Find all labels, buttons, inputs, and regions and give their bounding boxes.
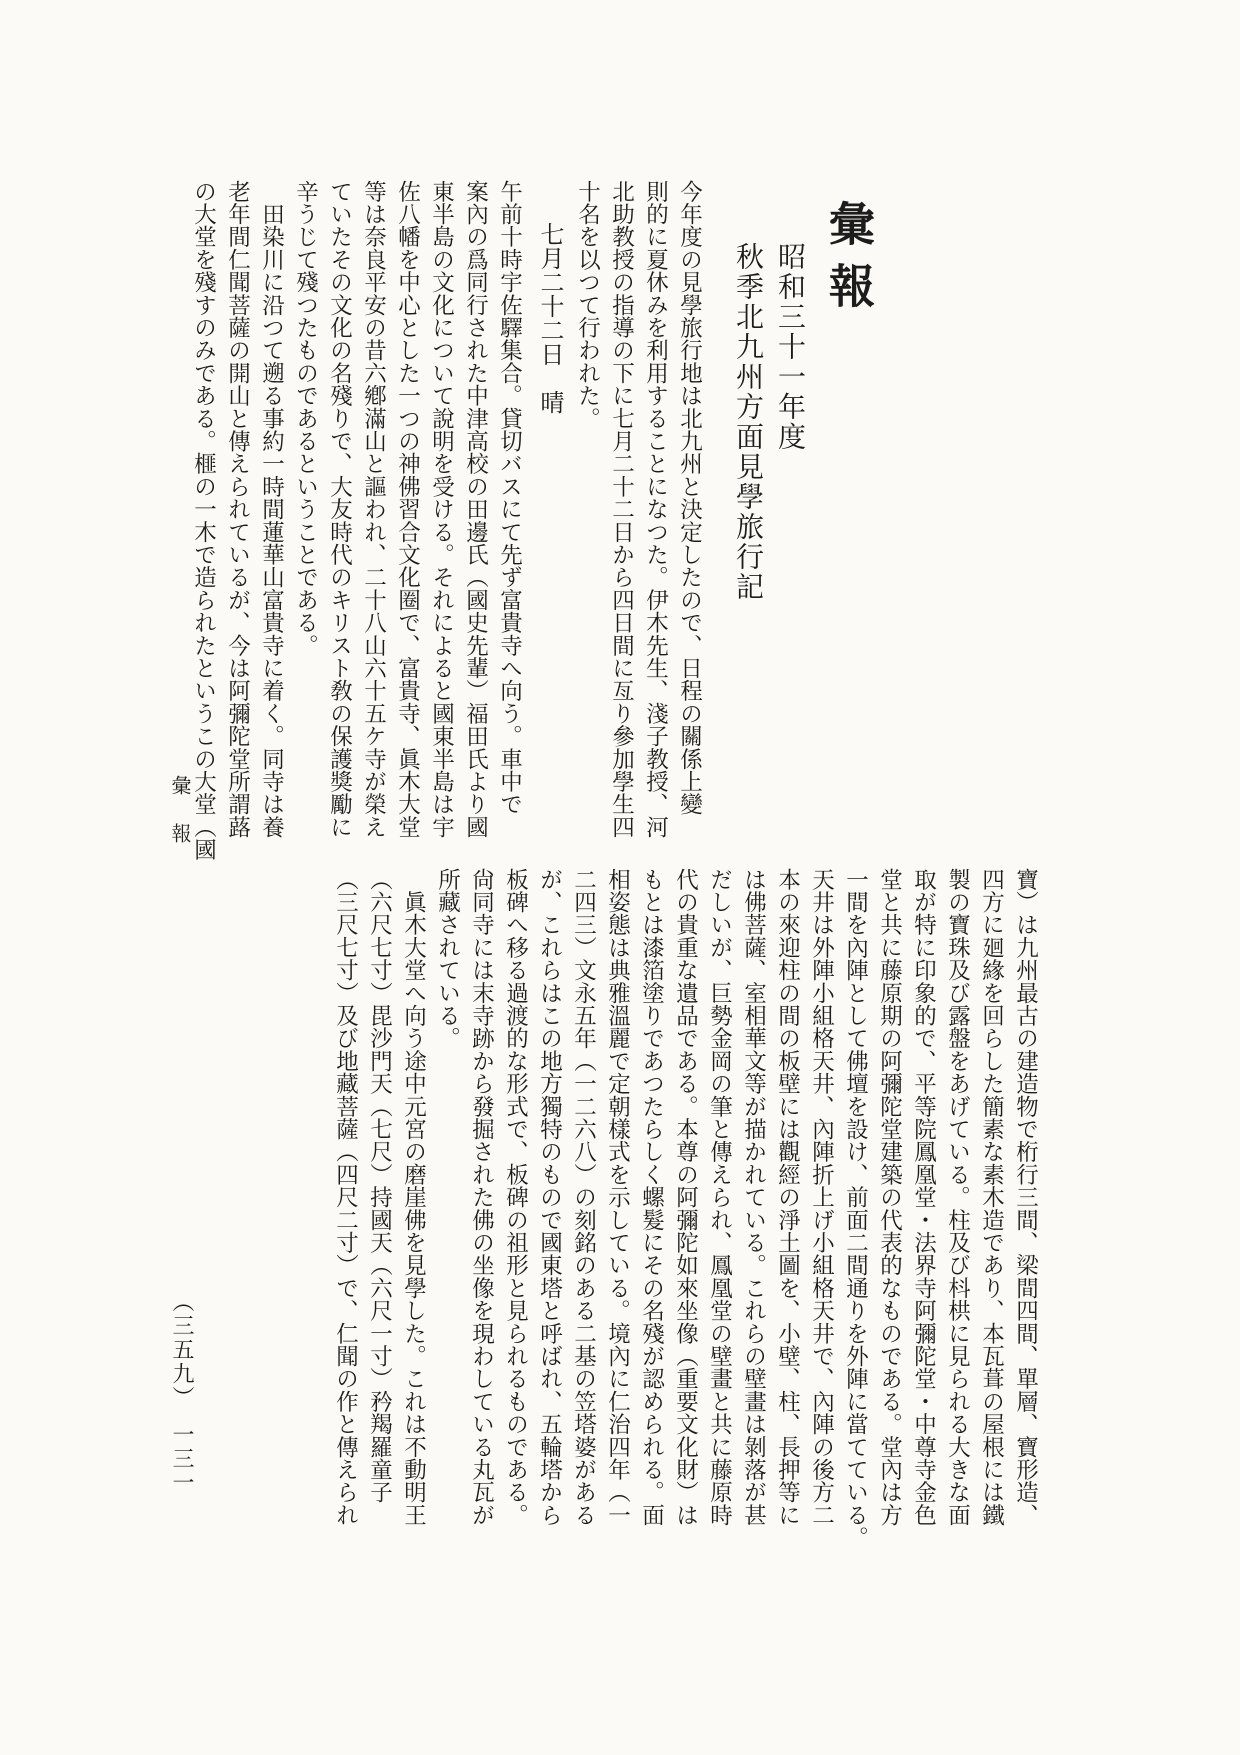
text-column: 本の來迎柱の間の板壁には觀經の淨土圖を、小壁、柱、長押等に (774, 868, 801, 1527)
text-column: 午前十時宇佐驛集合。貸切バスにて先ず富貴寺へ向う。車中で (496, 180, 523, 816)
running-head: 彙報 (168, 775, 192, 871)
section-title: 彙報 (822, 200, 876, 324)
text-column: 今年度の見學旅行地は北九州と決定したので、日程の關係上變 (676, 180, 703, 816)
text-column: が、これらはこの地方獨特のもので國東塔と呼ばれ、五輪塔から (536, 868, 563, 1527)
text-column: 天井は外陣小組格天井、內陣折上げ小組格天井で、內陣の後方二 (808, 868, 835, 1527)
text-column: 代の貴重な遺品である。本尊の阿彌陀如來坐像（重要文化財）は (672, 868, 699, 1527)
text-column: （六尺七寸）毘沙門天（七尺）持國天（六尺一寸）矜羯羅童子 (366, 868, 393, 1504)
text-column: 等は奈良平安の昔六鄕滿山と謳われ、二十八山六十五ケ寺が榮え (360, 180, 387, 839)
text-column: 佐八幡を中心とした一つの神佛習合文化圈で、富貴寺、眞木大堂 (394, 180, 421, 839)
text-column: だしいが、巨勢金岡の筆と傳えられ、鳳凰堂の壁畫と共に藤原時 (706, 868, 733, 1527)
text-column: 製の寶珠及び露盤をあげている。柱及び枓栱に見られる大きな面 (944, 868, 971, 1527)
text-column: 相姿態は典雅溫麗で定朝樣式を示している。境內に仁治四年（一 (604, 868, 631, 1527)
text-column: 案內の爲同行された中津高校の田邊氏（國史先輩）福田氏より國 (462, 180, 489, 839)
subtitle: 昭和三十一年度 (774, 242, 807, 452)
text-column: （三尺七寸）及び地藏菩薩（四尺二寸）で、仁聞の作と傳えられ (332, 868, 359, 1527)
text-column: 一間を內陣として佛壇を設け、前面二間通りを外陣に當てている。 (842, 868, 869, 1549)
text-column: 堂と共に藤原期の阿彌陀堂建築の代表的なものである。堂內は方 (876, 868, 903, 1527)
text-column: もとは漆箔塗りであつたらしく螺髮にその名殘が認められる。面 (638, 868, 665, 1527)
text-column: 則的に夏休みを利用することになつた。伊木先生、淺子教授、河 (642, 180, 669, 839)
text-column: 眞木大堂へ向う途中元宮の磨崖佛を見學した。これは不動明王 (400, 868, 427, 1527)
page-number: （三五九） 一三一 (169, 1290, 194, 1495)
text-column: 辛うじて殘つたものであるということである。 (292, 180, 319, 657)
article-title: 秋季北九州方面見學旅行記 (732, 242, 765, 602)
date-heading: 七月二十二日 晴 (536, 222, 564, 414)
text-column: 老年間仁聞菩薩の開山と傳えられているが、今は阿彌陀堂所謂蕗 (224, 180, 251, 839)
text-column: は佛菩薩、室相華文等が描かれている。これらの壁畫は剝落が甚 (740, 868, 767, 1527)
text-column: 田染川に沿つて遡る事約一時間蓮華山富貴寺に着く。同寺は養 (258, 180, 285, 839)
text-column: 北助教授の指導の下に七月二十二日から四日間に亙り參加學生四 (608, 180, 635, 839)
text-column: 東半島の文化について說明を受ける。それによると國東半島は宇 (428, 180, 455, 839)
text-column: ていたその文化の名殘りで、大友時代のキリスト敎の保護獎勵に (326, 180, 353, 839)
text-column: 所藏されている。 (434, 868, 461, 1050)
text-column: 二四三）文永五年（一二六八）の刻銘のある二基の笠塔婆がある (570, 868, 597, 1527)
text-column: の大堂を殘すのみである。榧の一木で造られたというこの大堂（國 (190, 180, 217, 861)
text-column: 四方に廻緣を回らした簡素な素木造であり、本瓦葺の屋根には鐵 (978, 868, 1005, 1527)
text-column: 尙同寺には末寺跡から發掘された佛の坐像を現わしている丸瓦が (468, 868, 495, 1527)
text-column: 板碑へ移る過渡的な形式で、板碑の祖形と見られるものである。 (502, 868, 529, 1527)
text-column: 十名を以つて行われた。 (574, 180, 601, 430)
text-column: 取が特に印象的で、平等院鳳凰堂・法界寺阿彌陀堂・中尊寺金色 (910, 868, 937, 1527)
text-column: 寶）は九州最古の建造物で桁行三間、梁間四間、單層、寶形造、 (1012, 868, 1039, 1527)
